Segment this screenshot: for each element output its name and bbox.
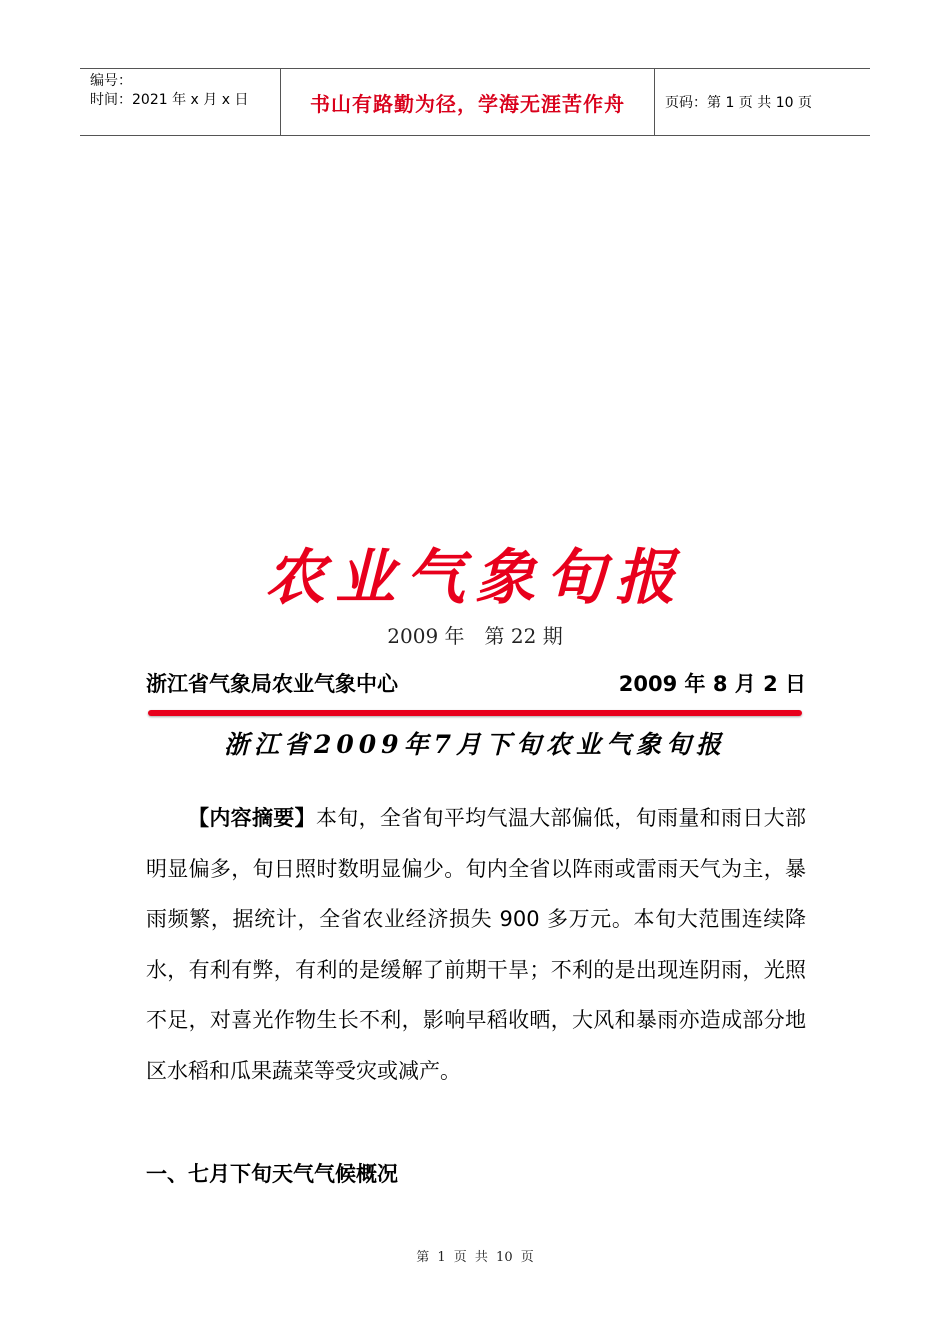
report-subtitle: 浙江省2009年7月下旬农业气象旬报 [224,730,726,759]
time-label: 时间：2021 年 x 月 x 日 [90,92,249,108]
abstract-label: 【内容摘要】 [188,806,316,830]
report-date: 2009 年 8 月 2 日 [618,672,806,696]
header-page-info: 页码：第 1 页 共 10 页 [665,95,812,111]
issue-number: 2009 年 第 22 期 [387,624,563,648]
org-date-line [146,668,806,698]
number-label: 编号： [90,73,132,89]
section-heading: 一、七月下旬天气气候概况 [146,1162,398,1186]
organization: 浙江省气象局农业气象中心 [146,672,398,696]
page-footer: 第 1 页 共 10 页 [416,1250,534,1265]
main-title: 农业气象旬报 [265,543,685,613]
red-divider [148,710,802,716]
abstract-paragraph [146,793,806,1096]
header-motto: 书山有路勤为径，学海无涯苦作舟 [281,69,655,135]
page-header [80,68,870,136]
header-meta [80,69,281,135]
abstract-text: 本旬，全省旬平均气温大部偏低，旬雨量和雨日大部明显偏多，旬日照时数明显偏少。旬内全省以阵雨或雷雨天气为主，暴雨频繁，据统计，全省农业经济损失 900 多万元。本旬大范围连续降水，有利有弊，有利的是缓解了前期干旱；不利的是出现连阴雨，光照不足，对喜光作物生长不利，影响早稻收晒，大风和暴雨亦造成部分地区水稻和瓜果蔬菜等受灾或减产。 [146,806,807,1083]
